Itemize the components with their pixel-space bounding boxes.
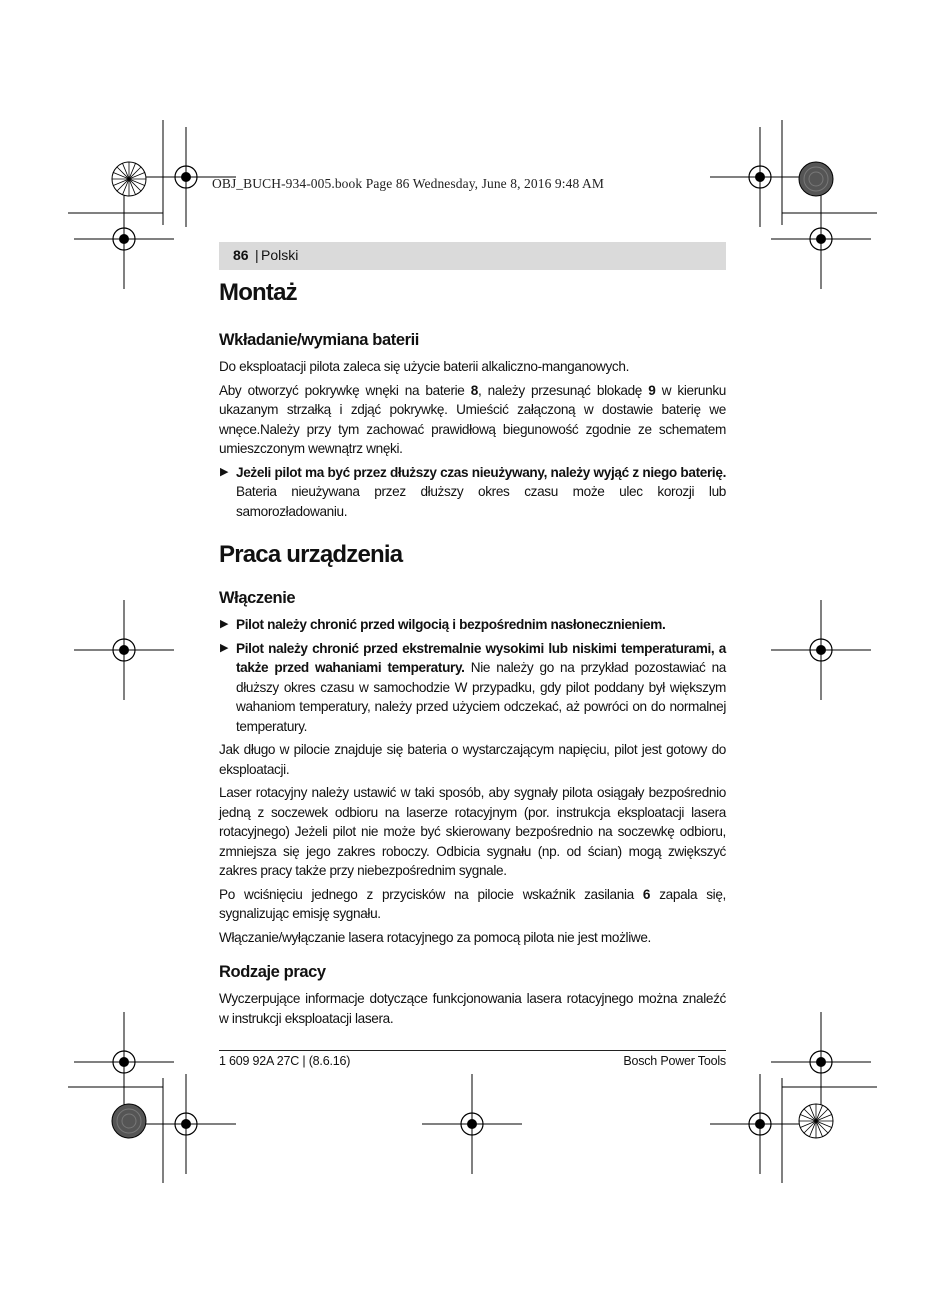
footer-doc-number: 1 609 92A 27C | (8.6.16)	[219, 1054, 351, 1068]
paragraph: Laser rotacyjny należy ustawić w taki sposób, aby sygnały pilota osiągały bezpośrednio jedną z soczewek odbioru na laserze rotacyjnym (por. instrukcja eksploatacji lasera rotacyjnego) Jeżeli pilot nie może być skierowany bezpośrednio na soczewkę odbioru, zmniejsza się jego zakres roboczy. Odbicia sygnału (np. od ścian) mogą zwiększyć zakres pracy także przy niebezpośrednim sygnale.	[219, 785, 726, 878]
crosshair-icon	[422, 1074, 522, 1174]
section-title-praca: Praca urządzenia	[219, 541, 403, 568]
section-title-montaz: Montaż	[219, 279, 297, 306]
dark-target-icon	[799, 162, 833, 196]
crosshair-icon	[74, 1012, 174, 1112]
crosshair-icon	[710, 127, 810, 227]
page-content	[219, 276, 726, 1032]
paragraph: Jak długo w pilocie znajduje się bateria o wystarczającym napięciu, pilot jest gotowy do eksploatacji.	[219, 742, 726, 777]
bullet-arrow-icon: ▶	[220, 618, 229, 630]
crosshair-icon	[710, 1074, 810, 1174]
subsection-title-modes: Rodzaje pracy	[219, 963, 326, 981]
star-target-icon	[112, 162, 146, 196]
crosshair-icon	[771, 600, 871, 700]
page-header	[219, 242, 726, 270]
warning-bullet: ▶ Pilot należy chronić przed wilgocią i bezpośrednim nasłonecznieniem.	[219, 615, 726, 635]
paragraph: Włączanie/wyłączanie lasera rotacyjnego za pomocą pilota nie jest możliwe.	[219, 929, 651, 945]
paragraph: Wyczerpujące informacje dotyczące funkcjonowania lasera rotacyjnego można znaleźć w instrukcji eksploatacji lasera.	[219, 991, 726, 1026]
warning-bullet: ▶ Jeżeli pilot ma być przez dłuższy czas nieużywany, należy wyjąć z niego baterię. Bateria nieużywana przez dłuższy okres czasu może ulec korozji lub samorozładowaniu.	[220, 464, 726, 519]
book-info-line: OBJ_BUCH-934-005.book Page 86 Wednesday, June 8, 2016 9:48 AM	[212, 176, 604, 191]
footer-rule	[219, 1050, 726, 1051]
page-number: 86	[233, 247, 249, 263]
paragraph: Po wciśnięciu jednego z przycisków na pilocie wskaźnik zasilania 6 zapala się, sygnalizując emisję sygnału.	[219, 886, 726, 921]
footer-brand: Bosch Power Tools	[623, 1054, 726, 1068]
crosshair-icon	[74, 600, 174, 700]
paragraph: Do eksploatacji pilota zaleca się użycie baterii alkaliczno-manganowych.	[219, 359, 630, 374]
warning-bullet: ▶ Pilot należy chronić przed ekstremalnie wysokimi lub niskimi temperaturami, a także przed wahaniami temperatury. Nie należy go na przykład pozostawiać na dłuższy okres czasu w samochodzie W przypadku, gdy pilot poddany był większym wahaniom temperatury, należy przed użyciem odczekać, aż powróci on do normalnej temperatury.	[220, 640, 726, 734]
star-target-icon	[799, 1104, 833, 1138]
subsection-title-battery: Wkładanie/wymiana baterii	[219, 331, 419, 349]
header-language: Polski	[261, 247, 299, 263]
bullet-arrow-icon: ▶	[220, 465, 229, 478]
crosshair-icon	[74, 189, 174, 289]
dark-target-icon	[112, 1104, 146, 1138]
subsection-title-switch-on: Włączenie	[219, 589, 296, 607]
crosshair-icon	[136, 1074, 236, 1174]
paragraph: Aby otworzyć pokrywkę wnęki na baterie 8, należy przesunąć blokadę 9 w kierunku ukazanym strzałką i zdjąć pokrywkę. Umieścić załączoną w dostawie baterię we wnęce.Należy przy tym zachować prawidłową biegunowość zgodnie ze schematem umieszczonym wewnątrz wnęki.	[219, 382, 726, 456]
bullet-arrow-icon: ▶	[220, 641, 229, 654]
crosshair-icon	[771, 189, 871, 289]
header-separator: |	[255, 247, 259, 263]
crosshair-icon	[771, 1012, 871, 1112]
